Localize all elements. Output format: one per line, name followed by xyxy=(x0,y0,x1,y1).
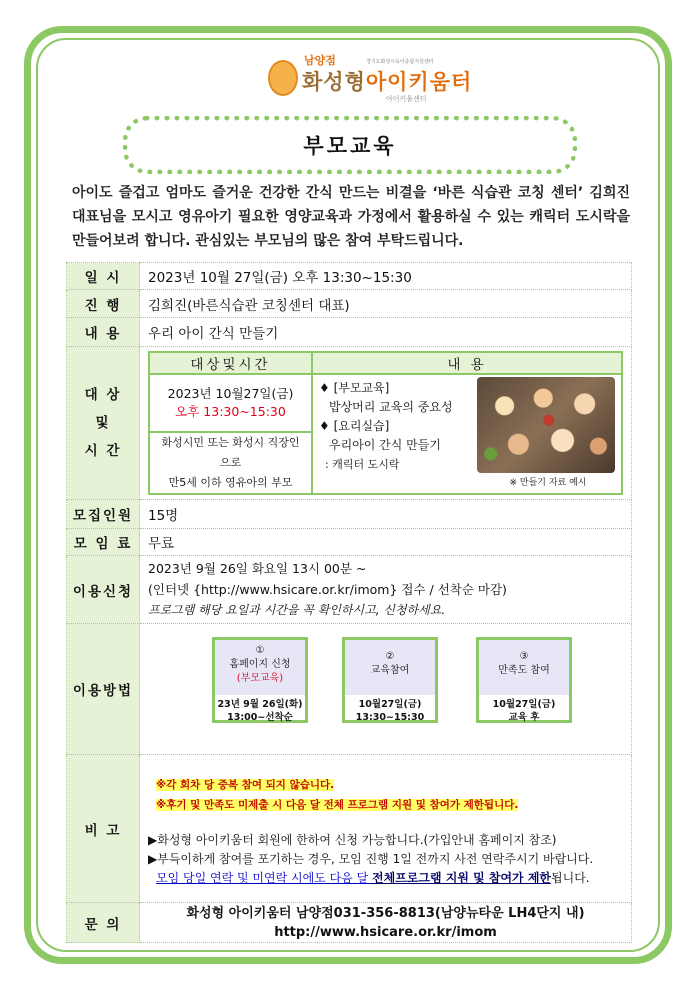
apply-line-2: (인터넷 {http://www.hsicare.or.kr/imom} 접수 / 선착순 마감) xyxy=(148,582,507,597)
note-bullet-1: ▶화성형 아이키움터 회원에 한하여 신청 가능합니다.(가입안내 홈페이지 참조) xyxy=(148,833,557,847)
info-table xyxy=(66,262,632,943)
logo-face-icon xyxy=(268,60,298,96)
logo-branch: 남양점 xyxy=(304,54,336,67)
content-item-1-desc: 밥상머리 교육의 중요성 xyxy=(329,400,453,414)
label-host: 진 행 xyxy=(67,290,140,318)
step-3-when-2: 교육 후 xyxy=(508,712,540,723)
warning-1: ※각 회차 당 중복 참여 되지 않습니다. xyxy=(156,779,335,791)
logo-sub: 아이키움센터 xyxy=(386,95,427,103)
inner-header-left: 대상및시간 xyxy=(149,352,312,374)
page-title: 부모교육 xyxy=(303,134,397,158)
step-2-name: 교육참여 xyxy=(370,665,410,676)
label-apply: 이용신청 xyxy=(67,556,140,624)
step-1-when-2: 13:00~선착순 xyxy=(227,712,293,723)
logo-tiny-text: 경기도화성시육아종합지원센터 xyxy=(366,59,434,65)
step-3-when-1: 10월27일(금) xyxy=(492,699,556,710)
target-who-2: 만5세 이하 영유아의 부모 xyxy=(168,476,293,489)
step-2-when-1: 10월27일(금) xyxy=(358,699,422,710)
lunchbox-photo xyxy=(477,377,615,473)
contact-line-1: 화성형 아이키움터 남양점031-356-8813(남양뉴타운 LH4단지 내) xyxy=(186,905,585,921)
intro-text: 아이도 즐겁고 엄마도 즐거운 건강한 간식 만드는 비결을 ‘바른 식습관 코칭 센터’ 김희진 대표님을 모시고 영유아기 필요한 영양교육과 가정에서 활용하실 수 있는 캐릭터 도시락을 만들어보려 합니다. 관심있는 부모님의 많은 참여 부탁드립니다. xyxy=(72,185,630,249)
label-notes: 비 고 xyxy=(67,755,140,903)
value-host: 김희진(바른식습관 코칭센터 대표) xyxy=(140,290,632,318)
step-1-name: 홈페이지 신청 xyxy=(229,659,291,670)
apply-line-1: 2023년 9월 26일 화요일 13시 00분 ~ xyxy=(148,561,367,576)
center-logo xyxy=(268,52,473,108)
target-who-1: 화성시민 또는 화성시 직장인으로 xyxy=(161,436,300,469)
step-1-when-1: 23년 9월 26일(화) xyxy=(217,699,303,710)
step-2-box: ② 교육참여 10월27일(금) 13:30~15:30 xyxy=(342,637,438,723)
step-1-box: ① 홈페이지 신청 (부모교육) 23년 9월 26일(화) 13:00~선착순 xyxy=(212,637,308,723)
label-contact: 문 의 xyxy=(67,903,140,943)
value-date: 2023년 10월 27일(금) 오후 13:30~15:30 xyxy=(140,263,632,290)
photo-caption: ※ 만들기 자료 예시 xyxy=(509,478,587,488)
label-fee: 모 임 료 xyxy=(67,529,140,556)
contact-url[interactable]: http://www.hsicare.or.kr/imom xyxy=(274,924,497,940)
target-time: 오후 13:30~15:30 xyxy=(175,404,286,419)
inner-header-right: 내 용 xyxy=(312,352,622,374)
step-1-extra: (부모교육) xyxy=(236,673,284,684)
label-method: 이용방법 xyxy=(67,624,140,755)
title-box xyxy=(123,116,577,174)
content-item-2-desc: 우리아이 간식 만들기 xyxy=(329,438,441,452)
step-3-name: 만족도 참여 xyxy=(498,665,550,676)
label-capacity: 모집인원 xyxy=(67,500,140,529)
logo-title: 화성형아이키움터 xyxy=(302,70,473,94)
target-date: 2023년 10월27일(금) xyxy=(167,386,294,401)
label-content: 내 용 xyxy=(67,318,140,347)
warning-2: ※후기 및 만족도 미제출 시 다음 달 전체 프로그램 지원 및 참여가 제한됩니다. xyxy=(156,799,519,811)
target-inner-table xyxy=(148,351,623,495)
apply-note: 프로그램 해당 요일과 시간을 꼭 확인하시고, 신청하세요. xyxy=(148,603,446,617)
value-content: 우리 아이 간식 만들기 xyxy=(140,318,632,347)
label-target: 대 상 및 시 간 xyxy=(67,347,140,500)
step-3-box: ③ 만족도 참여 10월27일(금) 교육 후 xyxy=(476,637,572,723)
content-item-1: ♦ [부모교육] xyxy=(319,381,390,395)
content-item-2-sub: : 캐릭터 도시락 xyxy=(325,458,400,471)
value-capacity: 15명 xyxy=(140,500,632,529)
note-bullet-3: 모임 당일 연락 및 미연락 시에도 다음 달 전체프로그램 지원 및 참여가 제한됩니다. xyxy=(156,871,590,885)
step-2-when-2: 13:30~15:30 xyxy=(355,712,425,723)
content-item-2: ♦ [요리실습] xyxy=(319,419,390,433)
label-date: 일 시 xyxy=(67,263,140,290)
note-bullet-2: ▶부득이하게 참여를 포기하는 경우, 모임 진행 1일 전까지 사전 연락주시기 바랍니다. xyxy=(148,852,594,866)
value-fee: 무료 xyxy=(140,529,632,556)
